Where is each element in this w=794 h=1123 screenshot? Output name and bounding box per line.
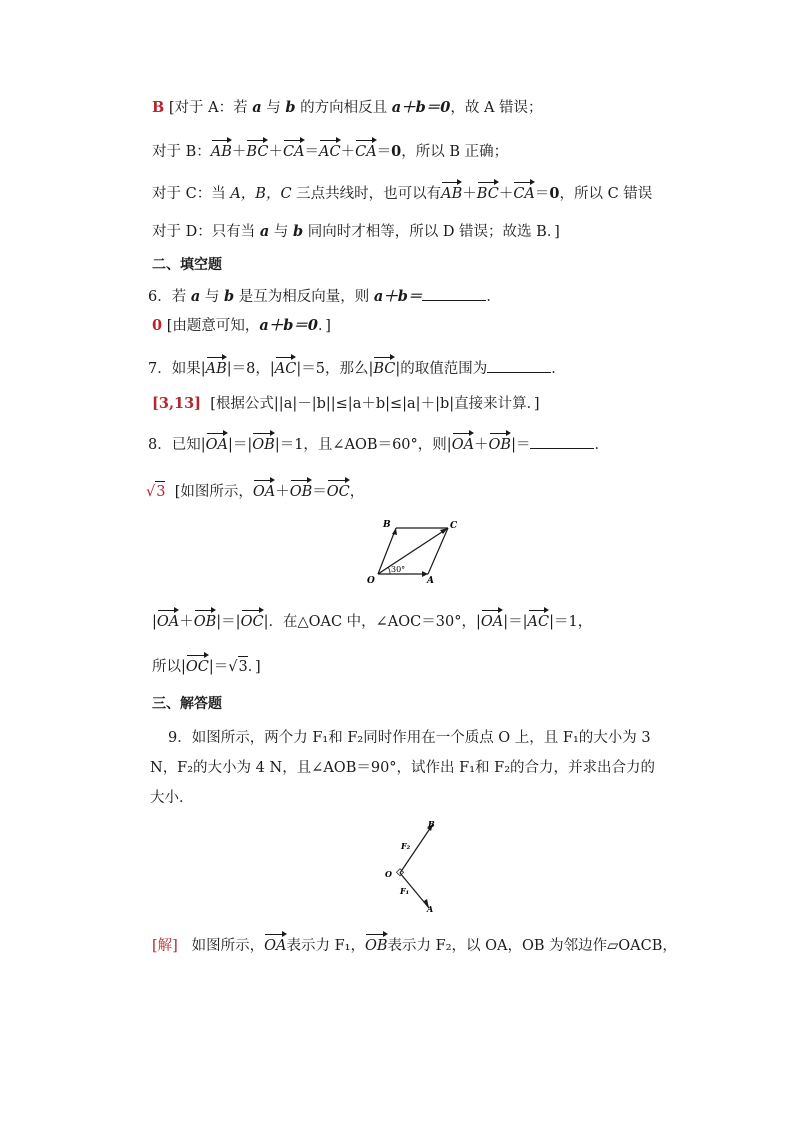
vector-oa: OA (157, 608, 179, 632)
text: |＝ (511, 437, 531, 453)
text: [如图所示， (174, 484, 253, 500)
parallelogram-figure (360, 512, 470, 590)
q8-expl-2 (152, 608, 592, 632)
vector-ca: CA (355, 138, 377, 162)
vector-oc: OC (241, 608, 264, 632)
op: ＋ (179, 614, 194, 630)
force-figure (380, 815, 460, 915)
q9-text: 9．如图所示，两个力 F₁和 F₂同时作用在一个质点 O 上，且 F₁的大小为 3 N，F₂的大小为 4 N，且∠AOB＝90°，试作出 F₁和 F₂的合力，并求出合力的大小． (150, 730, 656, 806)
text: |＝ (208, 659, 229, 675)
angle-arc (388, 567, 390, 574)
text: 表示力 F₁， (286, 938, 365, 954)
label-f1: F₁ (400, 886, 410, 896)
vector-ca: CA (513, 180, 535, 204)
label-f2: F₂ (401, 841, 411, 851)
vector-ab: AB (441, 180, 462, 204)
var: a (190, 288, 201, 305)
sqrt-radicand: 3 (155, 481, 165, 502)
text: 对于 B： (152, 144, 211, 160)
vector-oa: OA (481, 608, 503, 632)
op: ＝ (312, 484, 327, 500)
section-heading-solve: 三、解答题 (152, 696, 222, 712)
vector-ac: AC (528, 608, 550, 632)
vector-oa: OA (452, 431, 474, 455)
section-heading-fill: 二、填空题 (152, 257, 222, 273)
vector-ab: AB (206, 355, 227, 379)
text: ．] (247, 659, 261, 675)
text: 与 (200, 289, 224, 305)
label-o: O (385, 869, 392, 879)
q7-answer (152, 394, 540, 414)
solution-tag: [解] (152, 938, 178, 954)
vector-ac: AC (319, 138, 341, 162)
q7-text (148, 355, 566, 379)
answer: 0 (152, 317, 163, 334)
zero: 0 (391, 143, 402, 160)
vector-ob: OB (194, 608, 217, 632)
answer: √3 (146, 484, 165, 500)
text: 与 (269, 224, 293, 240)
text: |＝1，且∠AOB＝60°，则| (274, 437, 452, 453)
label-c: C (450, 521, 458, 531)
answer-blank (422, 286, 486, 301)
op: ＋ (268, 144, 283, 160)
vector-bc: BC (246, 138, 268, 162)
q5-case-b (152, 138, 508, 162)
text: ．] (318, 318, 331, 334)
text: [对于 A：若 (168, 100, 253, 116)
expr: a＋b＝0 (259, 317, 318, 334)
op: ＝ (304, 144, 320, 160)
op: ＋ (462, 186, 477, 202)
text: ． (594, 437, 609, 453)
label-a: A (427, 904, 434, 914)
label-b: B (428, 819, 435, 829)
text: ． (486, 289, 501, 305)
text: ，所以 C 错误 (559, 186, 653, 202)
answer-letter: B (152, 99, 165, 116)
explanation: [根据公式||a|－|b||≤|a＋b|≤|a|＋|b|直接来计算．] (210, 396, 540, 412)
label-a: A (427, 576, 434, 586)
arrowhead (392, 528, 397, 535)
vector-oc: OC (186, 653, 209, 677)
op: ＋ (340, 144, 356, 160)
op: ＝ (376, 144, 392, 160)
op: ＝ (534, 186, 550, 202)
q9-solution (152, 932, 677, 956)
text: | (152, 614, 157, 630)
text: 三点共线时，也可以有 (291, 186, 442, 202)
sqrt-radicand: 3 (238, 656, 248, 677)
text: ． (551, 361, 566, 377)
answer-blank (487, 358, 551, 373)
var: b (292, 223, 304, 240)
points: A，B，C (230, 186, 292, 202)
text: 的方向相反且 (295, 100, 392, 116)
label-o: O (367, 576, 375, 586)
var: a (252, 99, 262, 116)
q5-case-c (152, 180, 652, 204)
op: ＋ (474, 437, 489, 453)
var: b (285, 99, 296, 116)
vector-oc: OC (327, 478, 350, 502)
text: 对于 D：只有当 (152, 224, 260, 240)
text: |＝| (503, 614, 528, 630)
text: 对于 C：当 (152, 186, 231, 202)
text: |．在△OAC 中，∠AOC＝30°，| (263, 614, 481, 630)
text: |＝8，| (226, 361, 275, 377)
vector-ac: AC (275, 355, 297, 379)
text: |＝1， (549, 614, 593, 630)
q6-answer (152, 316, 331, 336)
vector-bc: BC (373, 355, 395, 379)
angle-label: 30° (391, 565, 406, 574)
op: ＋ (498, 186, 514, 202)
vector-ob: OB (489, 431, 512, 455)
var: b (223, 288, 235, 305)
expr: a＋b＝0 (391, 99, 451, 116)
text: |＝| (227, 437, 253, 453)
text: 6．若 (148, 289, 191, 305)
q8-text (148, 431, 609, 455)
q8-answer: √3 [如图所示，OA＋OB＝OC， (146, 478, 364, 502)
vector-ob: OB (290, 478, 313, 502)
text: |的取值范围为 (395, 361, 488, 377)
text: |＝5，那么| (296, 361, 374, 377)
label-b: B (383, 520, 391, 530)
text: 是互为相反向量，则 (234, 289, 374, 305)
text: 与 (261, 100, 286, 116)
vector-ob: OB (365, 932, 388, 956)
expr: a＋b＝ (373, 288, 423, 305)
text: 8．已知| (148, 437, 206, 453)
answer: [3,13] (152, 395, 202, 412)
text: 所以| (152, 659, 186, 675)
text: 表示力 F₂，以 OA，OB 为邻边作▱OACB， (387, 938, 677, 954)
answer-blank (530, 434, 594, 449)
vector-oa: OA (264, 932, 286, 956)
vector-ab: AB (211, 138, 232, 162)
text: 同向时才相等，所以 D 错误；故选 B．] (303, 224, 560, 240)
text: |＝| (216, 614, 241, 630)
op: ＋ (275, 484, 290, 500)
text: 7．如果| (148, 361, 206, 377)
vector-oa: OA (253, 478, 275, 502)
zero: 0 (549, 185, 560, 202)
var: a (259, 223, 270, 240)
q8-expl-3: 所以|OC|＝√3．] (152, 653, 261, 677)
text: ，所以 B 正确； (401, 144, 509, 160)
vector-oa: OA (206, 431, 228, 455)
vector-ob: OB (252, 431, 275, 455)
vector-ca: CA (283, 138, 305, 162)
text: [由题意可知， (166, 318, 260, 334)
op: ＋ (231, 144, 247, 160)
vector-bc: BC (477, 180, 499, 204)
q5-case-d (152, 222, 560, 242)
text: ，故 A 错误； (450, 100, 543, 116)
q6-text (148, 286, 501, 307)
q5-answer-line (152, 98, 543, 118)
text: 如图所示， (191, 938, 265, 954)
